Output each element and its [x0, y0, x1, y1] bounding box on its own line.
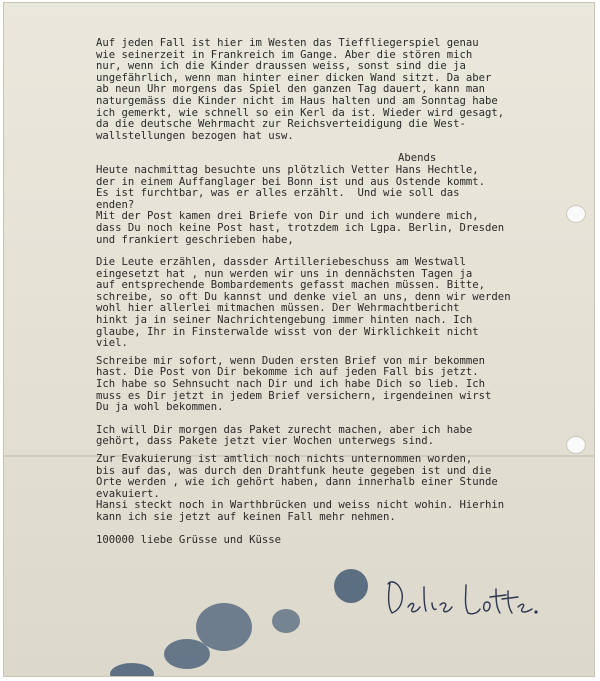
- text-line: evakuiert.: [96, 487, 160, 500]
- text-line: muss es Dir jetzt in jedem Brief versichern, irgendeinen wirst: [96, 389, 492, 402]
- section-heading: Abends: [398, 152, 437, 165]
- text-line: naturgemäss die Kinder nicht im Haus halten und am Sonntag habe: [96, 94, 498, 107]
- paragraph-4: [96, 356, 576, 414]
- text-line: Mit der Post kamen drei Briefe von Dir und ich wundere mich,: [96, 210, 479, 223]
- text-line: Ich habe so Sehnsucht nach Dir und ich habe Dich so lieb. Ich: [96, 378, 486, 391]
- paragraph-1: [96, 38, 576, 142]
- ink-stain: [272, 609, 300, 633]
- text-line: wie seinerzeit in Frankreich im Gange. Aber die stören mich: [96, 48, 473, 61]
- text-line: und frankiert geschrieben habe,: [96, 233, 294, 246]
- letter-page: [3, 2, 595, 677]
- text-line: Schreibe mir sofort, wenn Duden ersten Brief von mir bekommen: [96, 354, 486, 367]
- handwritten-signature: [382, 573, 542, 625]
- text-line: wallstellungen bezogen hat usw.: [96, 129, 294, 142]
- text-line: Ich will Dir morgen das Paket zurecht machen, aber ich habe: [96, 423, 473, 436]
- text-line: der in einem Auffanglager bei Bonn ist und aus Ostende kommt.: [96, 175, 486, 188]
- text-line: Es ist furchtbar, was er alles erzählt. Und wie soll das: [96, 187, 460, 200]
- text-line: gehört, dass Pakete jetzt vier Wochen unterwegs sind.: [96, 435, 435, 448]
- text-line: Auf jeden Fall ist hier im Westen das Tieffliegerspiel genau: [96, 37, 479, 49]
- text-line: auf entsprechende Bombardements gefasst machen müssen. Bitte,: [96, 279, 486, 292]
- ink-stain: [334, 569, 368, 603]
- closing-line: 100000 liebe Grüsse und Küsse: [96, 533, 281, 546]
- letter-body: [96, 38, 576, 546]
- text-line: dass Du noch keine Post hast, trotzdem ich Lgpa. Berlin, Dresden: [96, 221, 505, 234]
- text-line: ich gemerkt, wie schnell so ein Kerl da ist. Wieder wird gesagt,: [96, 106, 505, 119]
- text-line: bis auf das, was durch den Drahtfunk heute gegeben ist und die: [96, 464, 492, 477]
- text-line: wohl hier allerlei mitmachen müssen. Der Wehrmachtbericht: [96, 302, 460, 315]
- text-line: viel.: [96, 337, 128, 350]
- text-line: schreibe, so oft Du kannst und denke viel an uns, denn wir werden: [96, 290, 511, 303]
- text-line: Du ja wohl bekommen.: [96, 401, 224, 414]
- text-line: hast. Die Post von Dir bekomme ich auf jeden Fall bis jetzt.: [96, 366, 479, 379]
- text-line: da die deutsche Wehrmacht zur Reichsverteidigung die West-: [96, 118, 466, 131]
- text-line: Die Leute erzählen, dassder Artilleriebeschuss am Westwall: [96, 256, 466, 269]
- paragraph-5: [96, 425, 576, 448]
- text-line: Zur Evakuierung ist amtlich noch nichts unternommen worden,: [96, 453, 473, 465]
- text-line: nur, wenn ich die Kinder draussen weiss, sonst sind die ja: [96, 60, 466, 73]
- text-line: eingesetzt hat , nun werden wir uns in dennächsten Tagen ja: [96, 267, 473, 280]
- text-line: Hansi steckt noch in Warthbrücken und weiss nicht wohin. Hierhin: [96, 499, 505, 512]
- text-line: ungefährlich, wenn man hinter einer dicken Wand sitzt. Da aber: [96, 71, 492, 84]
- text-line: Heute nachmittag besuchte uns plötzlich Vetter Hans Hechtle,: [96, 163, 479, 176]
- text-line: glaube, Ihr in Finsterwalde wisst von der Wirklichkeit nicht: [96, 325, 479, 338]
- text-line: enden?: [96, 198, 135, 211]
- text-line: ab neun Uhr morgens das Spiel den ganzen Tag dauert, kann man: [96, 83, 486, 96]
- ink-stain: [110, 663, 154, 677]
- ink-stain: [164, 639, 210, 669]
- paragraph-3: [96, 257, 576, 350]
- paragraph-2: [96, 165, 576, 246]
- text-line: Orte werden , wie ich gehört haben, dann innerhalb einer Stunde: [96, 476, 498, 489]
- text-line: kann ich sie jetzt auf keinen Fall mehr nehmen.: [96, 510, 396, 523]
- paragraph-6: [96, 454, 576, 524]
- closing: [96, 535, 576, 547]
- text-line: hinkt ja in seiner Nachrichtengebung immer hinten nach. Ich: [96, 314, 473, 327]
